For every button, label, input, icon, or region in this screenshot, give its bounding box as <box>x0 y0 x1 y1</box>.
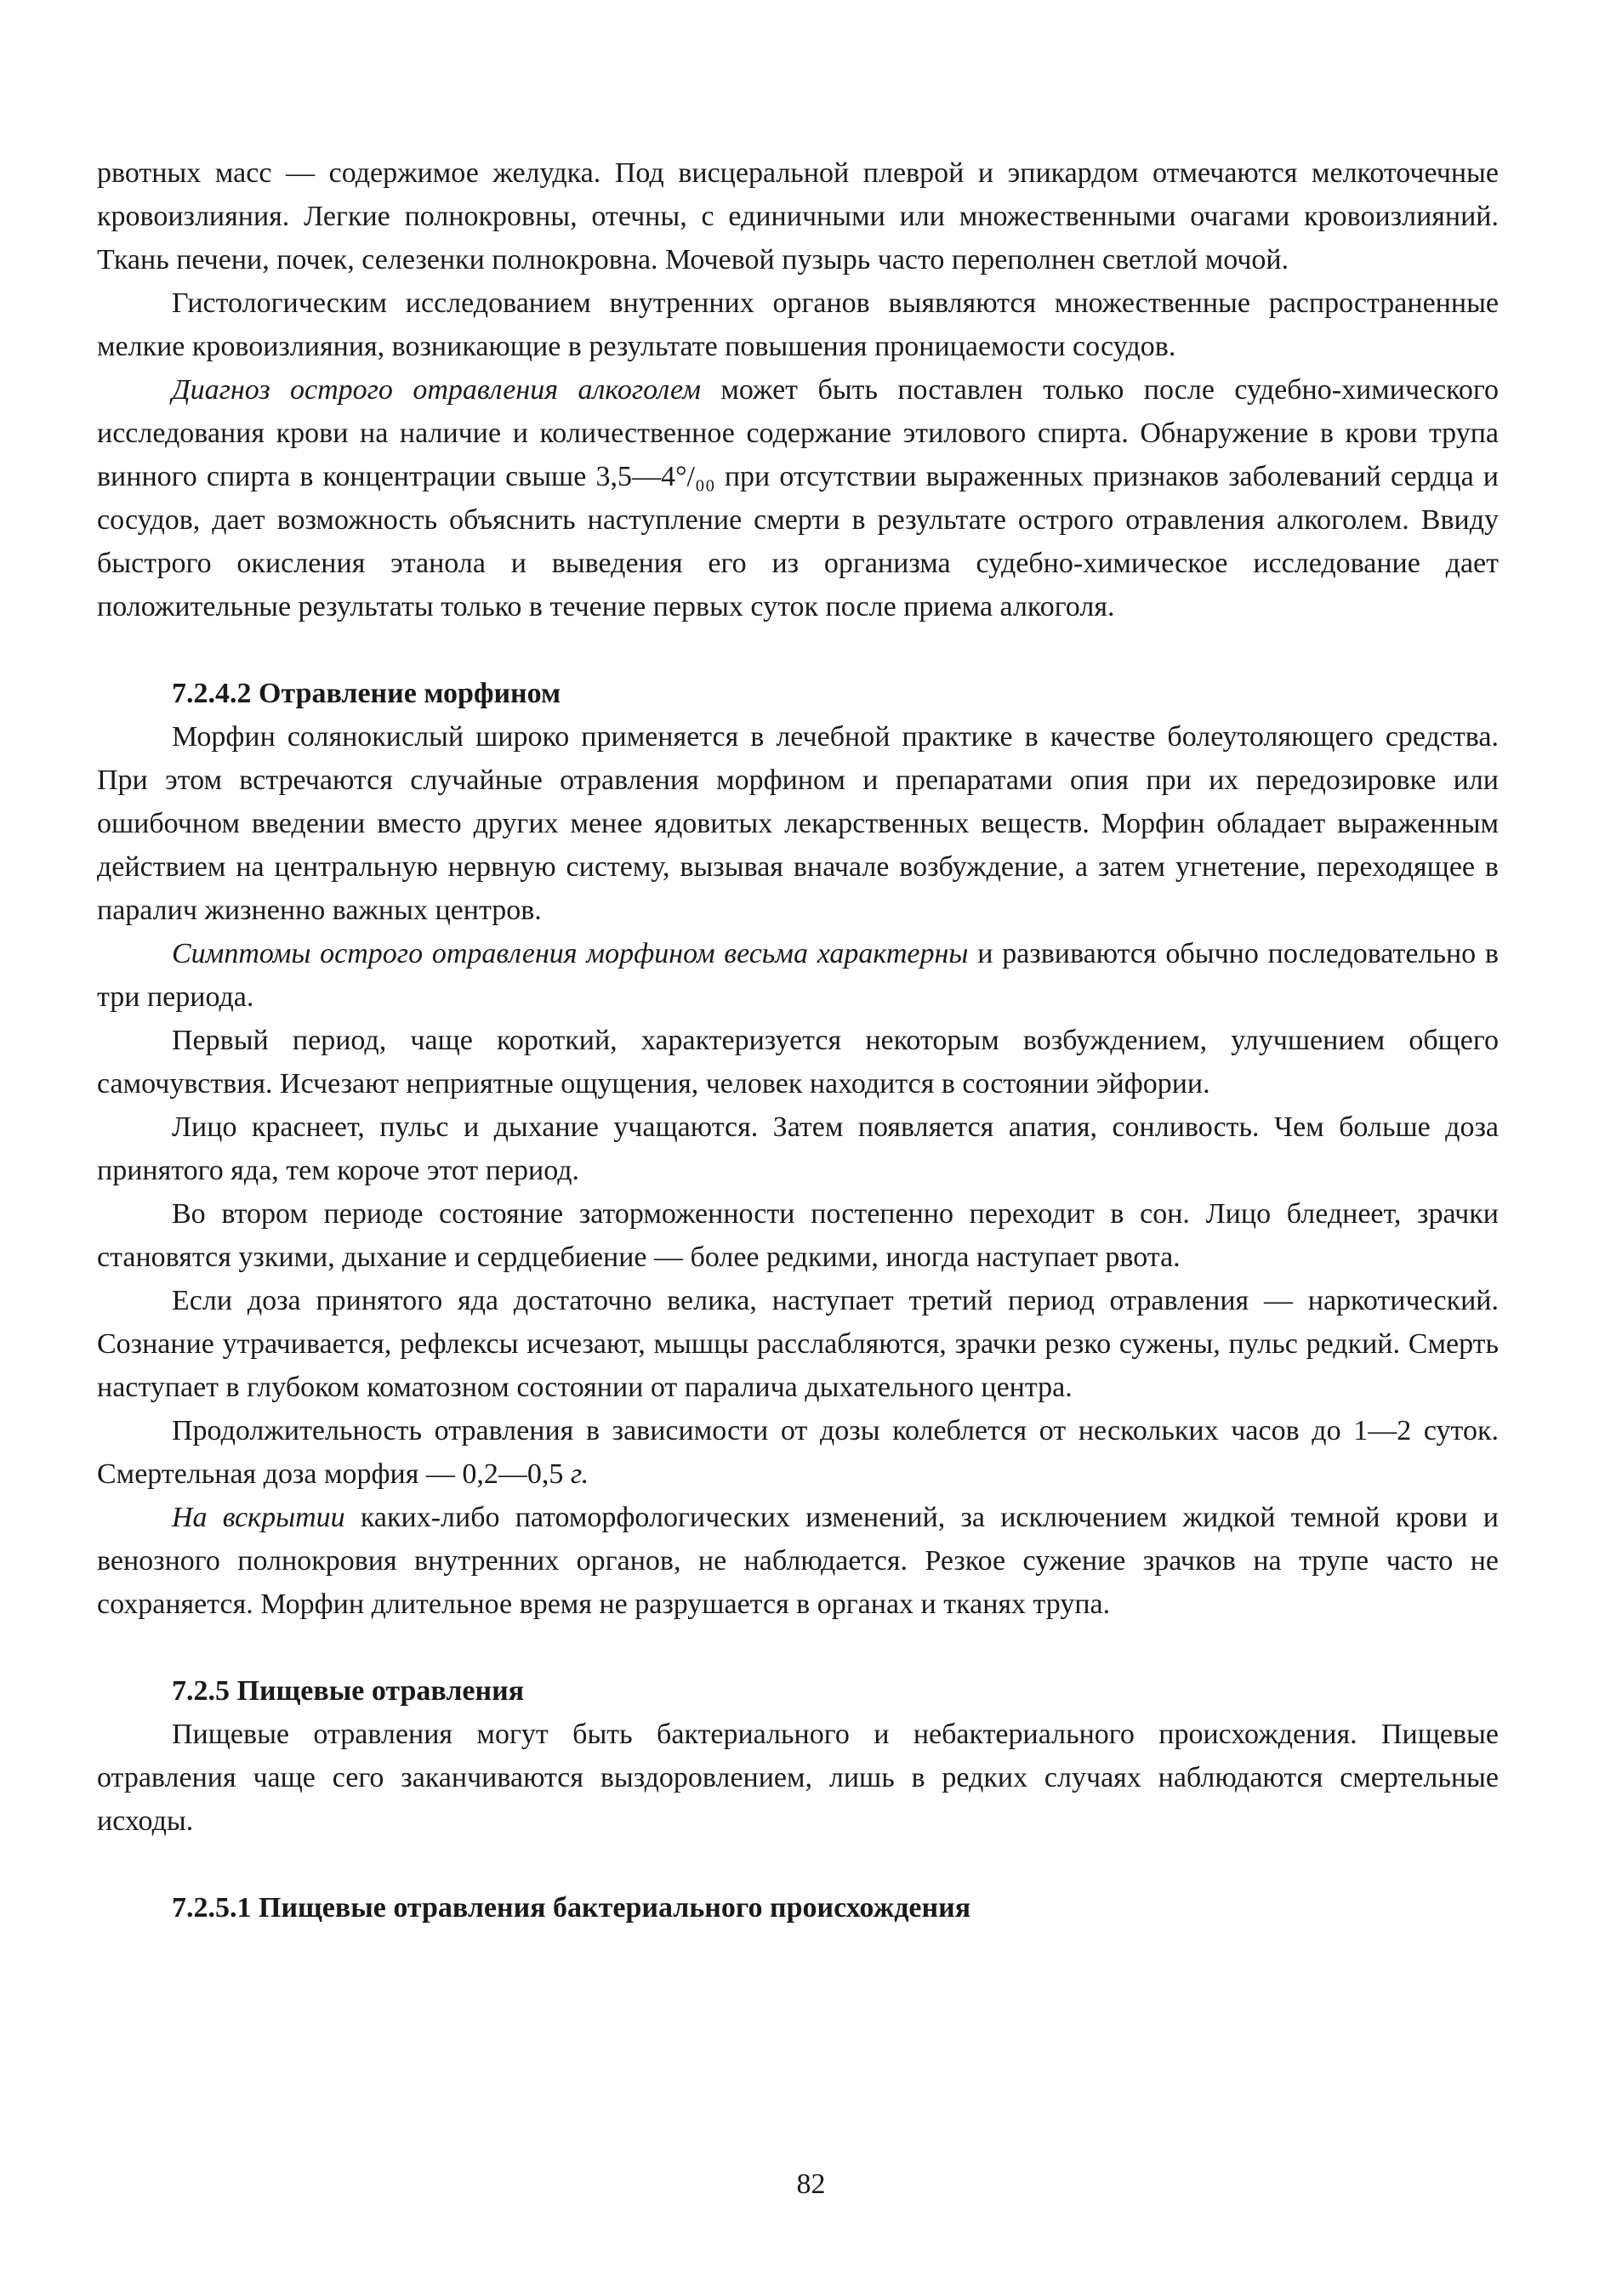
text-run: и развиваются обычно последовательно в три периода. <box>97 938 1499 1013</box>
section-heading-food-poisoning: 7.2.5 Пищевые отравления <box>172 1675 525 1707</box>
spacer <box>97 1843 1499 1886</box>
spacer <box>97 628 1499 672</box>
italic-phrase: На вскрытии <box>172 1502 345 1533</box>
spacer <box>97 1626 1499 1669</box>
italic-phrase: Диагноз острого отравления алкоголем <box>172 374 701 406</box>
paragraph-symptoms <box>97 932 1499 1019</box>
section-heading-morphine: 7.2.4.2 Отравление морфином <box>172 678 561 709</box>
text-run: может быть поставлен только после судебно-химического исследования крови на наличие и количественное содержание этилового спирта. Обнаружение в крови трупа винного спирта в концентрации свыше 3,5—4 <box>97 374 1500 492</box>
section-heading-bacterial: 7.2.5.1 Пищевые отравления бактериального происхождения <box>172 1892 971 1924</box>
page-body <box>97 151 1499 1929</box>
text-run: каких-либо патоморфологических изменений, за исключением жидкой темной крови и венозного полнокровия внутренних органов, не наблюдается. Резкое сужение зрачков на трупе часто не сохраняется. Морфин длительное время не разрушается в органах и тканях трупа. <box>97 1502 1499 1620</box>
paragraph-morphine: Морфин солянокислый широко применяется в лечебной практике в качестве болеутоляющего средства. При этом встречаются случайные отравления морфином и препаратами опия при их передозировке или ошибочном введении вместо других менее ядовитых лекарственных веществ. Морфин обладает выраженным действием на центральную нервную систему, вызывая вначале возбуждение, а затем угнетение, переходящее в паралич жизненно важных центров. <box>97 721 1499 926</box>
paragraph-autopsy <box>97 1496 1499 1626</box>
paragraph-third-period: Если доза принятого яда достаточно велика, наступает третий период отравления — наркотический. Сознание утрачивается, рефлексы исчезают, мышцы расслабляются, зрачки резко сужены, пульс редкий. Смерть наступает в глубоком коматозном состоянии от паралича дыхательного центра. <box>97 1285 1499 1403</box>
paragraph-vomit: рвотных масс — содержимое желудка. Под висцеральной плеврой и эпикардом отмечаются мелкоточечные кровоизлияния. Легкие полнокровны, отечны, с единичными или множественными очагами кровоизлияний. Ткань печени, почек, селезенки полнокровна. Мочевой пузырь часто переполнен светлой мочой. <box>97 157 1499 276</box>
page-number: 82 <box>796 2168 826 2200</box>
paragraph-diagnosis <box>97 368 1499 628</box>
permille-unit: °/₀₀ <box>674 461 715 492</box>
text-run: при отсутствии выраженных признаков заболеваний сердца и сосудов, дает возможность объяснить наступление смерти в результате острого отравления алкоголем. Ввиду быстрого окисления этанола и выведения его из организма судебно-химическое исследование дает положительные результаты только в течение первых суток после приема алкоголя. <box>97 461 1499 622</box>
paragraph-first-period: Первый период, чаще короткий, характеризуется некоторым возбуждением, улучшением общего самочувствия. Исчезают неприятные ощущения, человек находится в состоянии эйфории. <box>97 1025 1499 1100</box>
italic-unit: г. <box>570 1458 589 1490</box>
text-run: Продолжительность отравления в зависимости от дозы колеблется от нескольких часов до 1—2 суток. Смертельная доза морфия — 0,2—0,5 <box>97 1415 1499 1490</box>
italic-phrase: Симптомы острого отравления морфином весьма характерны <box>172 938 969 969</box>
paragraph-duration <box>97 1409 1499 1496</box>
paragraph-histology: Гистологическим исследованием внутренних органов выявляются множественные распространенные мелкие кровоизлияния, возникающие в результате повышения проницаемости сосудов. <box>97 287 1499 362</box>
paragraph-food-poisoning: Пищевые отравления могут быть бактериального и небактериального происхождения. Пищевые отравления чаще сего заканчиваются выздоровлением, лишь в редких случаях наблюдаются смертельные исходы. <box>97 1719 1499 1837</box>
paragraph-face: Лицо краснеет, пульс и дыхание учащаются. Затем появляется апатия, сонливость. Чем больше доза принятого яда, тем короче этот период. <box>97 1111 1499 1186</box>
paragraph-second-period: Во втором периоде состояние заторможенности постепенно переходит в сон. Лицо бледнеет, зрачки становятся узкими, дыхание и сердцебиение — более редкими, иногда наступает рвота. <box>97 1198 1499 1273</box>
